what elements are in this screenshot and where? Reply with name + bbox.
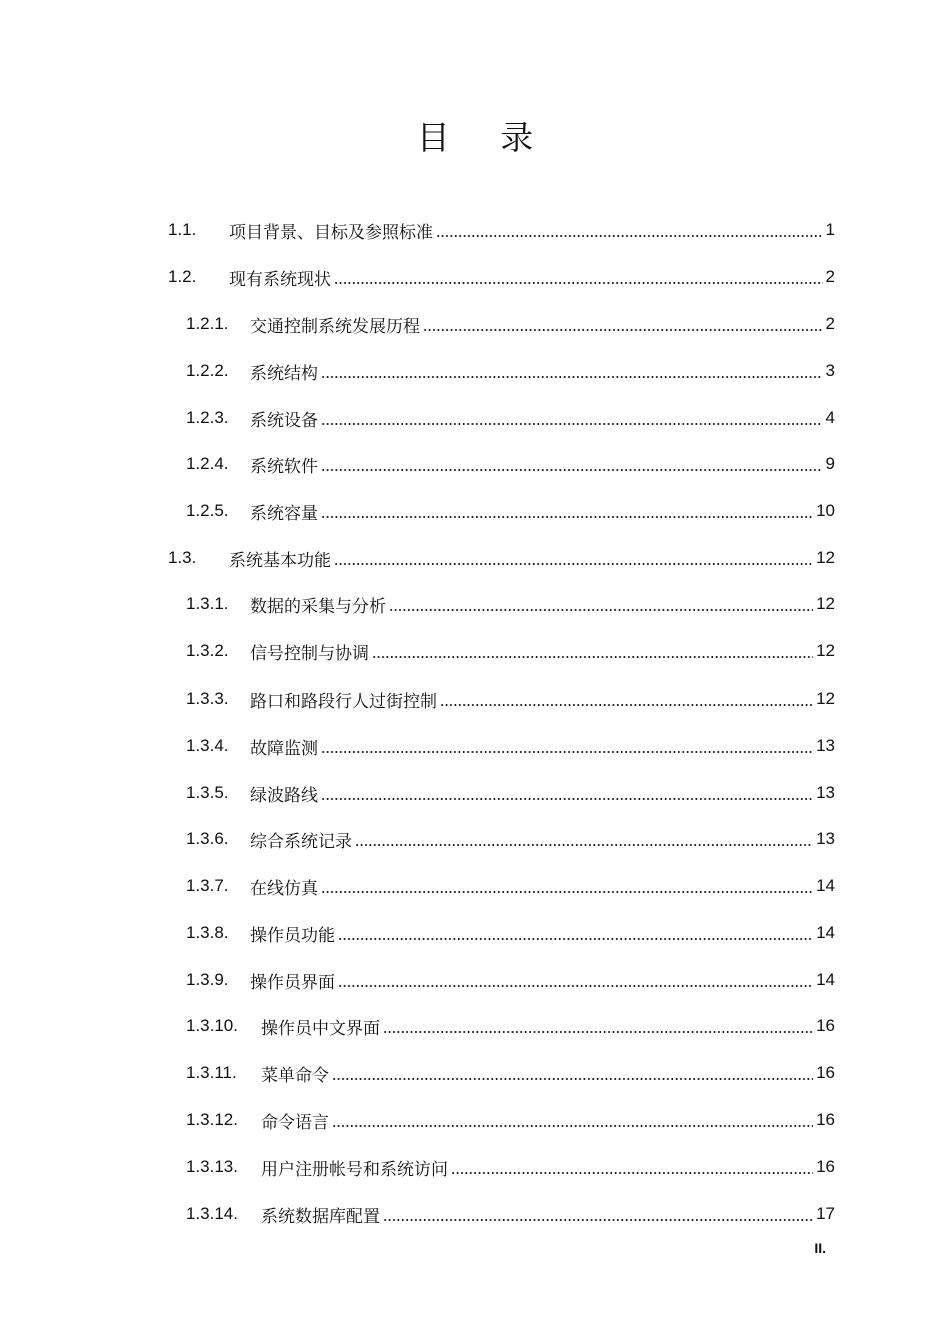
toc-entry-number: 1.3.11. bbox=[186, 1063, 237, 1082]
toc-entry[interactable] bbox=[168, 262, 835, 292]
toc-entry-page: 14 bbox=[816, 923, 835, 942]
toc-entry-title: 交通控制系统发展历程 bbox=[250, 316, 420, 337]
toc-entry[interactable] bbox=[186, 824, 835, 854]
toc-entry-title: 系统设备 bbox=[250, 410, 318, 431]
toc-entry-number: 1.2.1. bbox=[186, 314, 229, 333]
toc-entry-number: 1.3.2. bbox=[186, 641, 229, 660]
toc-leader-dots bbox=[321, 516, 813, 518]
toc-entry-title: 菜单命令 bbox=[261, 1065, 329, 1086]
toc-entry-title: 操作员界面 bbox=[250, 972, 335, 993]
toc-entry[interactable] bbox=[186, 449, 835, 479]
toc-leader-dots bbox=[389, 609, 813, 611]
toc-entry-number: 1.3.7. bbox=[186, 876, 229, 895]
toc-entry-page: 2 bbox=[825, 267, 835, 286]
toc-leader-dots bbox=[451, 1172, 813, 1174]
toc-entry[interactable] bbox=[186, 1011, 835, 1041]
toc-leader-dots bbox=[321, 798, 813, 800]
toc-entry-page: 13 bbox=[816, 736, 835, 755]
toc-entry[interactable] bbox=[186, 871, 835, 901]
toc-leader-dots bbox=[332, 1125, 813, 1127]
toc-leader-dots bbox=[338, 938, 813, 940]
toc-entry-number: 1.2.2. bbox=[186, 361, 229, 380]
toc-entry[interactable] bbox=[186, 1152, 835, 1182]
toc-entry[interactable] bbox=[186, 309, 835, 339]
toc-entry[interactable] bbox=[186, 636, 835, 666]
page-title: 目 录 bbox=[416, 118, 554, 157]
toc-entry-page: 14 bbox=[816, 970, 835, 989]
toc-entry-title: 系统数据库配置 bbox=[261, 1206, 380, 1227]
toc-entry-page: 12 bbox=[816, 641, 835, 660]
toc-entry[interactable] bbox=[168, 543, 835, 573]
toc-entry-page: 10 bbox=[816, 501, 835, 520]
toc-entry-page: 12 bbox=[816, 689, 835, 708]
toc-entry-number: 1.3.3. bbox=[186, 689, 229, 708]
toc-entry-page: 4 bbox=[825, 408, 835, 427]
toc-entry-page: 16 bbox=[816, 1063, 835, 1082]
toc-entry-page: 16 bbox=[816, 1110, 835, 1129]
toc-entry-title: 信号控制与协调 bbox=[250, 643, 369, 664]
toc-entry-page: 9 bbox=[825, 454, 835, 473]
toc-entry-number: 1.3.14. bbox=[186, 1204, 238, 1223]
toc-entry[interactable] bbox=[186, 589, 835, 619]
toc-entry-page: 13 bbox=[816, 783, 835, 802]
toc-leader-dots bbox=[321, 751, 813, 753]
toc-entry-number: 1.3.13. bbox=[186, 1157, 238, 1176]
toc-entry-title: 系统结构 bbox=[250, 363, 318, 384]
toc-entry[interactable] bbox=[186, 918, 835, 948]
toc-leader-dots bbox=[321, 469, 823, 471]
toc-entry-number: 1.1. bbox=[168, 220, 197, 239]
toc-entry-number: 1.3.4. bbox=[186, 736, 229, 755]
toc-entry-number: 1.2.5. bbox=[186, 501, 229, 520]
toc-entry-page: 3 bbox=[825, 361, 835, 380]
toc-entry-page: 2 bbox=[825, 314, 835, 333]
toc-leader-dots bbox=[383, 1219, 813, 1221]
toc-entry[interactable] bbox=[186, 1199, 835, 1229]
toc-entry-title: 操作员功能 bbox=[250, 925, 335, 946]
toc-entry-number: 1.3.6. bbox=[186, 829, 229, 848]
toc-entry[interactable] bbox=[186, 1058, 835, 1088]
toc-leader-dots bbox=[355, 844, 813, 846]
toc-entry-number: 1.3.10. bbox=[186, 1016, 238, 1035]
toc-entry-title: 数据的采集与分析 bbox=[250, 596, 386, 617]
toc-entry[interactable] bbox=[186, 965, 835, 995]
toc-entry-title: 系统软件 bbox=[250, 456, 318, 477]
toc-entry-page: 1 bbox=[825, 220, 835, 239]
toc-entry-page: 14 bbox=[816, 876, 835, 895]
toc-entry-number: 1.2.4. bbox=[186, 454, 229, 473]
toc-entry-page: 13 bbox=[816, 829, 835, 848]
toc-leader-dots bbox=[334, 282, 823, 284]
toc-entry-number: 1.2.3. bbox=[186, 408, 229, 427]
toc-entry[interactable] bbox=[186, 1105, 835, 1135]
toc-entry-title: 用户注册帐号和系统访问 bbox=[261, 1159, 448, 1180]
toc-entry[interactable] bbox=[168, 215, 835, 245]
toc-entry-number: 1.3.5. bbox=[186, 783, 229, 802]
toc-leader-dots bbox=[321, 376, 823, 378]
page-number: II. bbox=[814, 1240, 826, 1256]
toc-entry-title: 绿波路线 bbox=[250, 785, 318, 806]
toc-leader-dots bbox=[321, 423, 823, 425]
toc-entry-title: 操作员中文界面 bbox=[261, 1018, 380, 1039]
toc-entry-number: 1.3.1. bbox=[186, 594, 229, 613]
toc-entry[interactable] bbox=[186, 496, 835, 526]
toc-entry-title: 综合系统记录 bbox=[250, 831, 352, 852]
toc-entry-title: 在线仿真 bbox=[250, 878, 318, 899]
toc-entry-number: 1.3.8. bbox=[186, 923, 229, 942]
toc-leader-dots bbox=[440, 704, 813, 706]
toc-entry[interactable] bbox=[186, 356, 835, 386]
toc-leader-dots bbox=[423, 329, 823, 331]
toc-entry-page: 17 bbox=[816, 1204, 835, 1223]
toc-entry-title: 故障监测 bbox=[250, 738, 318, 759]
toc-entry[interactable] bbox=[186, 731, 835, 761]
toc-leader-dots bbox=[321, 891, 813, 893]
toc-entry-title: 系统容量 bbox=[250, 503, 318, 524]
toc-entry-title: 现有系统现状 bbox=[229, 269, 331, 290]
toc-entry-title: 路口和路段行人过街控制 bbox=[250, 691, 437, 712]
toc-entry[interactable] bbox=[186, 403, 835, 433]
toc-entry-number: 1.3.9. bbox=[186, 970, 229, 989]
toc-entry-number: 1.3.12. bbox=[186, 1110, 238, 1129]
toc-leader-dots bbox=[436, 235, 823, 237]
toc-leader-dots bbox=[383, 1031, 813, 1033]
toc-entry-number: 1.2. bbox=[168, 267, 197, 286]
toc-entry[interactable] bbox=[186, 684, 835, 714]
toc-entry-page: 16 bbox=[816, 1016, 835, 1035]
toc-entry-page: 16 bbox=[816, 1157, 835, 1176]
toc-leader-dots bbox=[372, 656, 813, 658]
toc-entry-page: 12 bbox=[816, 548, 835, 567]
toc-entry-title: 命令语言 bbox=[261, 1112, 329, 1133]
toc-entry-number: 1.3. bbox=[168, 548, 197, 567]
toc-leader-dots bbox=[338, 985, 813, 987]
toc-entry-page: 12 bbox=[816, 594, 835, 613]
toc-entry-title: 项目背景、目标及参照标准 bbox=[229, 222, 433, 243]
toc-leader-dots bbox=[332, 1078, 813, 1080]
toc-leader-dots bbox=[334, 563, 813, 565]
toc-entry[interactable] bbox=[186, 778, 835, 808]
toc-entry-title: 系统基本功能 bbox=[229, 550, 331, 571]
